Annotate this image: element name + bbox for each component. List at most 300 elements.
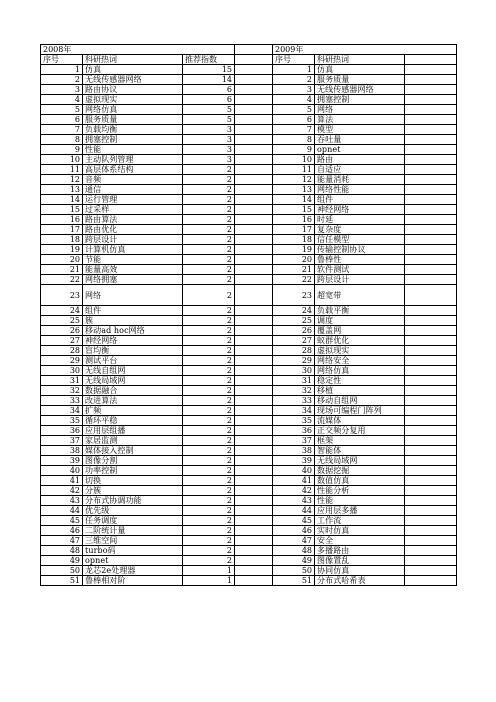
left-term-cell: 扩频 [83,406,183,416]
spacer-cell [235,546,273,556]
spacer-cell [235,275,273,285]
year-2008-header: 2008年 [41,45,235,55]
empty-cell [405,326,457,336]
spacer-cell [235,185,273,195]
table-row [41,436,457,446]
right-term-cell: 网络性能 [315,185,405,195]
right-term-cell: 吞吐量 [315,135,405,145]
right-seq-cell: 34 [273,406,315,416]
spacer-cell [235,105,273,115]
left-seq-cell: 45 [41,516,83,526]
spacer-cell [235,265,273,275]
left-count-cell: 2 [183,225,235,235]
left-term-cell: 路由算法 [83,215,183,225]
right-term-cell: 蚁群优化 [315,336,405,346]
table-row [41,85,457,95]
table-row [41,135,457,145]
left-count-cell: 2 [183,406,235,416]
year-2009-header: 2009年 [273,45,457,55]
table-row [41,356,457,366]
table-row [41,265,457,275]
spacer-cell [235,326,273,336]
table-row [41,285,457,306]
right-seq-cell: 39 [273,456,315,466]
left-count-cell: 2 [183,215,235,225]
left-term-cell: 组件 [83,306,183,316]
left-count-cell: 2 [183,426,235,436]
left-count-cell: 2 [183,265,235,275]
right-term-cell: 实时仿真 [315,526,405,536]
table-row [41,346,457,356]
left-term-cell: 家居监测 [83,436,183,446]
left-term-cell: 图像分割 [83,456,183,466]
table-row [41,566,457,576]
right-seq-cell: 31 [273,376,315,386]
table-row [41,185,457,195]
right-seq-cell: 1 [273,65,315,75]
empty-cell [405,346,457,356]
spacer-cell [235,316,273,326]
right-term-cell: 无线传感器网络 [315,85,405,95]
left-count-cell: 2 [183,285,235,306]
empty-cell [405,175,457,185]
table-row [41,536,457,546]
right-seq-cell: 28 [273,346,315,356]
spacer-cell [235,556,273,566]
spacer-cell [235,65,273,75]
empty-cell [405,416,457,426]
left-term-cell: 音频 [83,175,183,185]
right-term-cell: 模型 [315,125,405,135]
empty-cell [405,145,457,155]
right-seq-cell: 19 [273,245,315,255]
spacer-cell [235,225,273,235]
table-row [41,376,457,386]
left-count-cell: 2 [183,366,235,376]
table-row [41,426,457,436]
empty-cell [405,556,457,566]
table-row [41,306,457,316]
spacer-cell [235,486,273,496]
empty-cell [405,446,457,456]
right-seq-cell: 4 [273,95,315,105]
left-count-cell: 3 [183,125,235,135]
right-seq-cell: 43 [273,496,315,506]
right-term-cell: 传输控制协议 [315,245,405,255]
empty-cell [405,275,457,285]
spacer-cell [235,526,273,536]
left-term-cell: 运行管理 [83,195,183,205]
spacer-cell [235,55,273,65]
spacer-cell [235,85,273,95]
left-term-cell: 优先级 [83,506,183,516]
right-term-cell: 移植 [315,386,405,396]
left-seq-cell: 46 [41,526,83,536]
left-seq-cell: 31 [41,376,83,386]
table-row [41,406,457,416]
left-term-cell: 切换 [83,476,183,486]
left-seq-cell: 49 [41,556,83,566]
left-term-cell: 龙芯2e处理器 [83,566,183,576]
empty-cell [405,225,457,235]
left-term-cell: 功率控制 [83,466,183,476]
left-count-cell: 2 [183,466,235,476]
right-term-cell: 组件 [315,195,405,205]
left-seq-cell: 25 [41,316,83,326]
left-term-cell: opnet [83,556,183,566]
table-row [41,155,457,165]
right-seq-cell: 46 [273,526,315,536]
empty-cell [405,65,457,75]
table-row [41,245,457,255]
right-term-cell: 调度 [315,316,405,326]
right-seq-header: 序号 [273,55,315,65]
left-count-cell: 14 [183,75,235,85]
empty-cell [405,265,457,275]
spacer-cell [235,45,273,55]
empty-cell [405,195,457,205]
empty-cell [405,125,457,135]
left-count-cell: 2 [183,546,235,556]
left-seq-cell: 48 [41,546,83,556]
empty-cell [405,255,457,265]
table-row [41,235,457,245]
left-seq-cell: 38 [41,446,83,456]
spacer-cell [235,426,273,436]
spacer-cell [235,125,273,135]
spacer-cell [235,175,273,185]
spacer-cell [235,456,273,466]
left-count-cell: 2 [183,516,235,526]
left-term-cell: 无线局域网 [83,376,183,386]
left-seq-cell: 24 [41,306,83,316]
left-seq-cell: 42 [41,486,83,496]
right-seq-cell: 35 [273,416,315,426]
left-term-cell: 三维空间 [83,536,183,546]
right-seq-cell: 24 [273,306,315,316]
left-seq-cell: 3 [41,85,83,95]
right-seq-cell: 20 [273,255,315,265]
left-count-cell: 3 [183,145,235,155]
right-term-cell: 性能 [315,496,405,506]
right-term-cell: 复杂度 [315,225,405,235]
left-count-cell: 2 [183,556,235,566]
table-row [41,526,457,536]
left-term-cell: 循环平稳 [83,416,183,426]
left-count-cell: 2 [183,526,235,536]
empty-cell [405,406,457,416]
right-term-cell: 智能体 [315,446,405,456]
right-seq-cell: 30 [273,366,315,376]
left-seq-cell: 18 [41,235,83,245]
right-seq-cell: 14 [273,195,315,205]
right-term-cell: 现场可编程门阵列 [315,406,405,416]
right-seq-cell: 10 [273,155,315,165]
left-seq-cell: 19 [41,245,83,255]
table-row [41,95,457,105]
left-seq-cell: 11 [41,165,83,175]
right-seq-cell: 15 [273,205,315,215]
empty-cell [405,356,457,366]
left-seq-cell: 39 [41,456,83,466]
right-term-cell: 能量消耗 [315,175,405,185]
spacer-cell [235,496,273,506]
empty-cell [405,456,457,466]
table-row [41,115,457,125]
left-term-cell: 无线传感器网络 [83,75,183,85]
spacer-cell [235,576,273,586]
right-term-cell: 数值仿真 [315,476,405,486]
left-term-cell: 主动队列管理 [83,155,183,165]
spacer-cell [235,506,273,516]
right-term-cell: 移动自组网 [315,396,405,406]
spacer-cell [235,536,273,546]
left-count-cell: 1 [183,576,235,586]
spacer-cell [235,346,273,356]
empty-cell [405,215,457,225]
table-row [41,466,457,476]
empty-cell [405,306,457,316]
empty-cell [405,75,457,85]
table-row [41,165,457,175]
right-seq-cell: 9 [273,145,315,155]
left-term-cell: 无线自组网 [83,366,183,376]
spacer-cell [235,195,273,205]
left-term-cell: 任务调度 [83,516,183,526]
spacer-cell [235,165,273,175]
table-row [41,516,457,526]
spacer-cell [235,115,273,125]
left-term-cell: 路由协议 [83,85,183,95]
left-term-cell: 网络仿真 [83,105,183,115]
right-seq-cell: 42 [273,486,315,496]
left-seq-cell: 44 [41,506,83,516]
spacer-cell [235,356,273,366]
year-row [41,45,457,55]
left-count-cell: 2 [183,376,235,386]
left-count-cell: 2 [183,456,235,466]
left-count-cell: 2 [183,275,235,285]
right-term-cell: 覆盖网 [315,326,405,336]
empty-cell [405,486,457,496]
left-seq-cell: 34 [41,406,83,416]
empty-cell [405,476,457,486]
right-term-cell: 服务质量 [315,75,405,85]
right-term-cell: 软件测试 [315,265,405,275]
left-seq-cell: 16 [41,215,83,225]
table-row [41,456,457,466]
left-seq-cell: 14 [41,195,83,205]
right-seq-cell: 21 [273,265,315,275]
left-term-cell: 簇 [83,316,183,326]
left-seq-cell: 10 [41,155,83,165]
right-term-cell: 稳定性 [315,376,405,386]
left-term-cell: 性能 [83,145,183,155]
right-seq-cell: 44 [273,506,315,516]
table-row [41,396,457,406]
spacer-cell [235,446,273,456]
left-seq-cell: 6 [41,115,83,125]
right-term-cell: 网络 [315,105,405,115]
left-count-cell: 2 [183,496,235,506]
table-row [41,546,457,556]
left-term-cell: 分簇 [83,486,183,496]
empty-cell [405,185,457,195]
empty-cell [405,516,457,526]
right-term-cell: 协同仿真 [315,566,405,576]
right-term-cell: 信任模型 [315,235,405,245]
empty-cell [405,115,457,125]
table-row [41,215,457,225]
table-row [41,506,457,516]
left-count-cell: 2 [183,396,235,406]
table-row [41,145,457,155]
table-row [41,205,457,215]
empty-cell [405,436,457,446]
right-term-cell: 框架 [315,436,405,446]
table-row [41,105,457,115]
left-seq-cell: 37 [41,436,83,446]
left-seq-cell: 13 [41,185,83,195]
left-seq-cell: 20 [41,255,83,265]
spacer-cell [235,466,273,476]
left-count-cell: 3 [183,135,235,145]
left-term-cell: 二阶统计量 [83,526,183,536]
left-count-cell: 2 [183,476,235,486]
left-count-cell: 5 [183,105,235,115]
right-seq-cell: 17 [273,225,315,235]
right-term-cell: 路由 [315,155,405,165]
left-seq-cell: 4 [41,95,83,105]
left-term-cell: 路由优化 [83,225,183,235]
empty-cell [405,526,457,536]
left-count-cell: 2 [183,165,235,175]
left-seq-cell: 30 [41,366,83,376]
table-row [41,386,457,396]
right-seq-cell: 50 [273,566,315,576]
empty-cell [405,155,457,165]
left-term-cell: 神经网络 [83,336,183,346]
empty-cell [405,576,457,586]
table-row [41,125,457,135]
left-seq-cell: 47 [41,536,83,546]
empty-cell [405,466,457,476]
left-seq-cell: 50 [41,566,83,576]
left-count-cell: 2 [183,255,235,265]
right-term-cell: 正交频分复用 [315,426,405,436]
empty-cell [405,566,457,576]
left-term-cell: 服务质量 [83,115,183,125]
right-term-cell: 分布式哈希表 [315,576,405,586]
left-count-cell: 2 [183,346,235,356]
left-seq-cell: 21 [41,265,83,275]
left-count-cell: 2 [183,506,235,516]
empty-cell [405,285,457,306]
spacer-cell [235,336,273,346]
left-seq-cell: 41 [41,476,83,486]
left-count-cell: 5 [183,115,235,125]
keyword-table [40,44,457,586]
left-seq-cell: 5 [41,105,83,115]
left-seq-cell: 2 [41,75,83,85]
left-term-cell: 测试平台 [83,356,183,366]
right-seq-cell: 41 [273,476,315,486]
spacer-cell [235,255,273,265]
empty-cell [405,245,457,255]
right-term-cell: 超宽带 [315,285,405,306]
right-seq-cell: 11 [273,165,315,175]
right-term-header: 科研热词 [315,55,405,65]
spacer-cell [235,366,273,376]
right-term-cell: 流媒体 [315,416,405,426]
empty-cell [405,55,457,65]
left-term-cell: 仿真 [83,65,183,75]
empty-cell [405,386,457,396]
left-term-cell: 高层体系结构 [83,165,183,175]
right-term-cell: 跨层设计 [315,275,405,285]
left-seq-cell: 26 [41,326,83,336]
right-term-cell: 网络仿真 [315,366,405,376]
spacer-cell [235,376,273,386]
right-seq-cell: 26 [273,326,315,336]
empty-cell [405,426,457,436]
left-term-cell: 移动ad hoc网络 [83,326,183,336]
left-count-cell: 2 [183,386,235,396]
left-seq-header: 序号 [41,55,83,65]
left-term-cell: 跨层设计 [83,235,183,245]
right-term-cell: 安全 [315,536,405,546]
spacer-cell [235,285,273,306]
left-seq-cell: 32 [41,386,83,396]
left-term-cell: 应用层组播 [83,426,183,436]
right-seq-cell: 16 [273,215,315,225]
right-seq-cell: 45 [273,516,315,526]
left-count-cell: 6 [183,95,235,105]
spacer-cell [235,155,273,165]
right-term-cell: 时延 [315,215,405,225]
empty-cell [405,506,457,516]
left-count-cell: 2 [183,336,235,346]
left-seq-cell: 29 [41,356,83,366]
spacer-cell [235,306,273,316]
table-row [41,556,457,566]
right-seq-cell: 49 [273,556,315,566]
left-count-cell: 2 [183,205,235,215]
empty-cell [405,546,457,556]
right-seq-cell: 37 [273,436,315,446]
left-seq-cell: 28 [41,346,83,356]
left-term-cell: 拥塞控制 [83,135,183,145]
empty-cell [405,396,457,406]
right-seq-cell: 40 [273,466,315,476]
left-term-cell: 分布式协调功能 [83,496,183,506]
spacer-cell [235,516,273,526]
table-row [41,65,457,75]
left-count-cell: 15 [183,65,235,75]
right-seq-cell: 2 [273,75,315,85]
right-seq-cell: 8 [273,135,315,145]
right-seq-cell: 29 [273,356,315,366]
left-seq-cell: 51 [41,576,83,586]
right-seq-cell: 36 [273,426,315,436]
empty-cell [405,85,457,95]
column-header-row [41,55,457,65]
spacer-cell [235,205,273,215]
right-term-cell: 算法 [315,115,405,125]
right-term-cell: 性能分析 [315,486,405,496]
left-term-cell: 媒体接入控制 [83,446,183,456]
left-count-cell: 2 [183,326,235,336]
